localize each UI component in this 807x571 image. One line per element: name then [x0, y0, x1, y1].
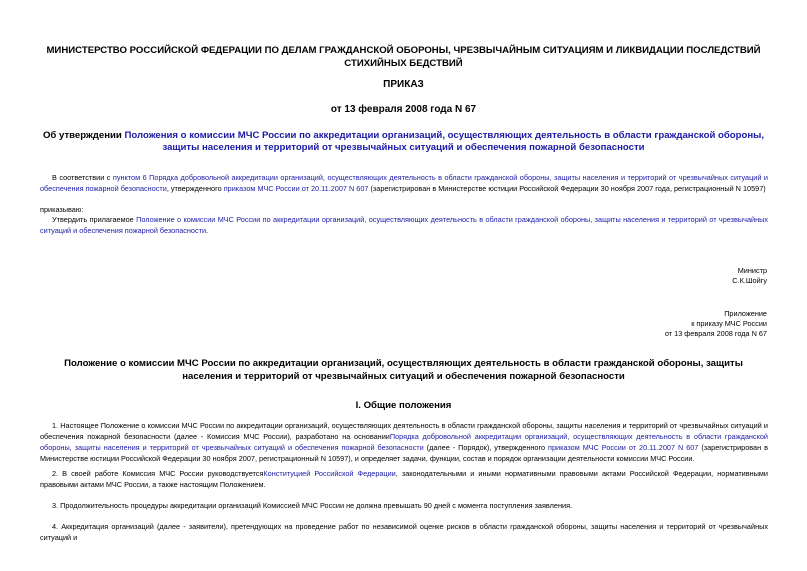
clause-1-order-607-link[interactable]: приказом МЧС России от 20.11.2007 N 607 — [548, 443, 699, 452]
clause-2 — [40, 468, 768, 490]
signature-name: С.К.Шойгу — [732, 276, 767, 285]
clause-3 — [40, 500, 768, 511]
order-title: ПРИКАЗ — [383, 79, 424, 90]
order-date: от 13 февраля 2008 года N 67 — [330, 104, 477, 115]
clause-1-text-1: 1. Настоящее Положение о комиссии МЧС России по аккредитации организаций, осуществляющих деятельность в области гражданской обороны, защиты населения и территорий от чрезвычайных ситуаций и обеспечения пожарной безопасности (далее - Комиссия МЧС России), разработано на основании — [40, 421, 768, 441]
approve-text-1: Утвердить прилагаемое — [52, 215, 137, 224]
clause-1-text-3: (зарегистрирован в Министерстве юстиции Российской Федерации 30 ноября 2007, регистрационный N 10597), и определяет задачи, функции, состав и порядок организации деятельности комиссии МЧС России. — [40, 443, 768, 463]
procedure-point-6-link[interactable]: пунктом 6 Порядка добровольной аккредитации организаций, осуществляющих деятельность в области гражданской обороны, защиты населения и территорий от чрезвычайных ситуаций и обеспечения пожарной безопасности — [40, 173, 769, 193]
clause-1-text-2: (далее - Порядок), утвержденного — [423, 443, 548, 452]
command-word: приказываю: — [40, 205, 84, 214]
approval-heading — [40, 130, 767, 154]
signature-block — [732, 266, 767, 286]
ministry-header: МИНИСТЕРСТВО РОССИЙСКОЙ ФЕДЕРАЦИИ ПО ДЕЛАМ ГРАЖДАНСКОЙ ОБОРОНЫ, ЧРЕЗВЫЧАЙНЫМ СИТУАЦИЯМ И ЛИКВИДАЦИИ ПОСЛЕДСТВИЙ СТИХИЙНЫХ БЕДСТВИЙ — [46, 45, 761, 69]
appendix-line-1: Приложение — [724, 309, 767, 318]
procedure-link[interactable]: Порядка добровольной аккредитации организаций, осуществляющих деятельность в области гражданской обороны, защиты населения и территорий от чрезвычайных ситуаций и обеспечения пожарной безопасности — [40, 432, 768, 452]
preamble-paragraph — [40, 172, 768, 194]
regulation-link[interactable]: Положения о комиссии МЧС России по аккредитации организаций, осуществляющих деятельность в области гражданской обороны, защиты населения и территорий от чрезвычайных ситуаций и обеспечения пожарной безопасности — [124, 130, 765, 153]
appendix-block — [665, 309, 767, 339]
clause-1 — [40, 420, 768, 464]
clause-3-text: 3. Продолжительность процедуры аккредитации организаций Комиссией МЧС России не должна превышать 90 дней с момента поступления заявления. — [52, 501, 573, 510]
constitution-link[interactable]: Конституцией Российской Федерации — [263, 469, 396, 478]
approve-text-2: . — [206, 226, 209, 235]
approved-regulation-link[interactable]: Положение о комиссии МЧС России по аккредитации организаций, осуществляющих деятельность в области гражданской обороны, защиты населения и территорий от чрезвычайных ситуаций и обеспечения пожарной безопасности — [40, 215, 769, 235]
signature-title: Министр — [737, 266, 767, 275]
clause-2-text-1: 2. В своей работе Комиссия МЧС России руководствуется — [52, 469, 264, 478]
section-heading: I. Общие положения — [355, 400, 452, 411]
approve-paragraph — [40, 214, 768, 236]
preamble-text-2: , утвержденного — [166, 184, 224, 193]
preamble-text-1: В соответствии с — [52, 173, 113, 182]
order-607-link[interactable]: приказом МЧС России от 20.11.2007 N 607 — [223, 184, 369, 193]
clause-4-text: 4. Аккредитация организаций (далее - заявители), претендующих на проведение работ по независимой оценке рисков в области гражданской обороны, защиты населения и территорий от чрезвычайных ситуаций и — [40, 522, 768, 542]
clause-4 — [40, 521, 768, 543]
clause-2-text-2: , законодательными и иными нормативными правовыми актами Российской Федерации, нормативными правовыми актами МЧС России, а также настоящим Положением. — [40, 469, 768, 489]
appendix-line-2: к приказу МЧС России — [691, 319, 767, 328]
appendix-line-3: от 13 февраля 2008 года N 67 — [664, 329, 767, 338]
regulation-title: Положение о комиссии МЧС России по аккредитации организаций, осуществляющих деятельность в области гражданской обороны, защиты населения и территорий от чрезвычайных ситуаций и обеспечения пожарной безопасности — [64, 358, 743, 382]
preamble-text-3: (зарегистрирован в Министерстве юстиции Российской Федерации 30 ноября 2007 года, регистрационный N 10597) — [368, 184, 766, 193]
approval-prefix: Об утверждении — [42, 130, 125, 141]
